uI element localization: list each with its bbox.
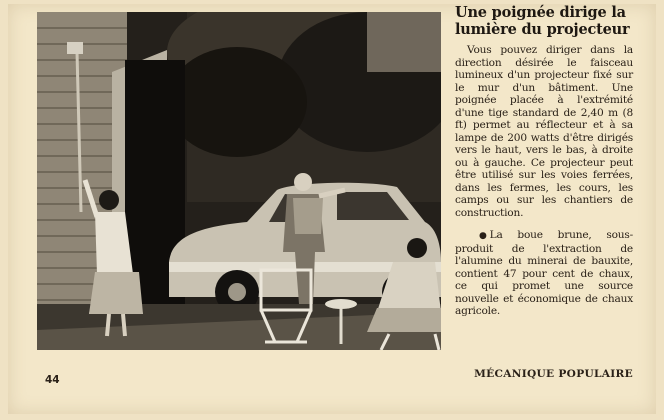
article-headline: Une poignée dirige la lumière du projecteur xyxy=(455,4,630,38)
article-paragraph-1: Vous pouvez diriger dans la direction désirée le faisceau lumineux d'un projecteur fixé sur le mur d'un bâtiment. Une poignée placée à l'extrémité d'une tige standard de 2,40 m (8 ft) permet au réflecteur et à sa lampe de 200 watts d'être dirigés vers le haut, vers le bas, à droite ou à gauche. Ce projecteur peut être utilisé sur les voies ferrées, dans les fermes, les cours, les camps ou sur les chantiers de construction. xyxy=(455,44,633,219)
circle-bullet-icon: ● xyxy=(479,231,487,241)
photo-scene xyxy=(37,12,441,350)
page-number: 44 xyxy=(45,374,60,386)
article-photo xyxy=(37,12,441,350)
magazine-page xyxy=(8,4,656,414)
article-paragraph-2 xyxy=(455,229,633,318)
article-column xyxy=(455,4,633,318)
article-paragraph-2-text: La boue brune, sous-produit de l'extraction de l'alumine du minerai de bauxite, contient 47 pour cent de chaux, ce qui promet une source nouvelle et économique de chaux agricole. xyxy=(455,229,633,317)
magazine-name: MÉCANIQUE POPULAIRE xyxy=(474,368,633,380)
